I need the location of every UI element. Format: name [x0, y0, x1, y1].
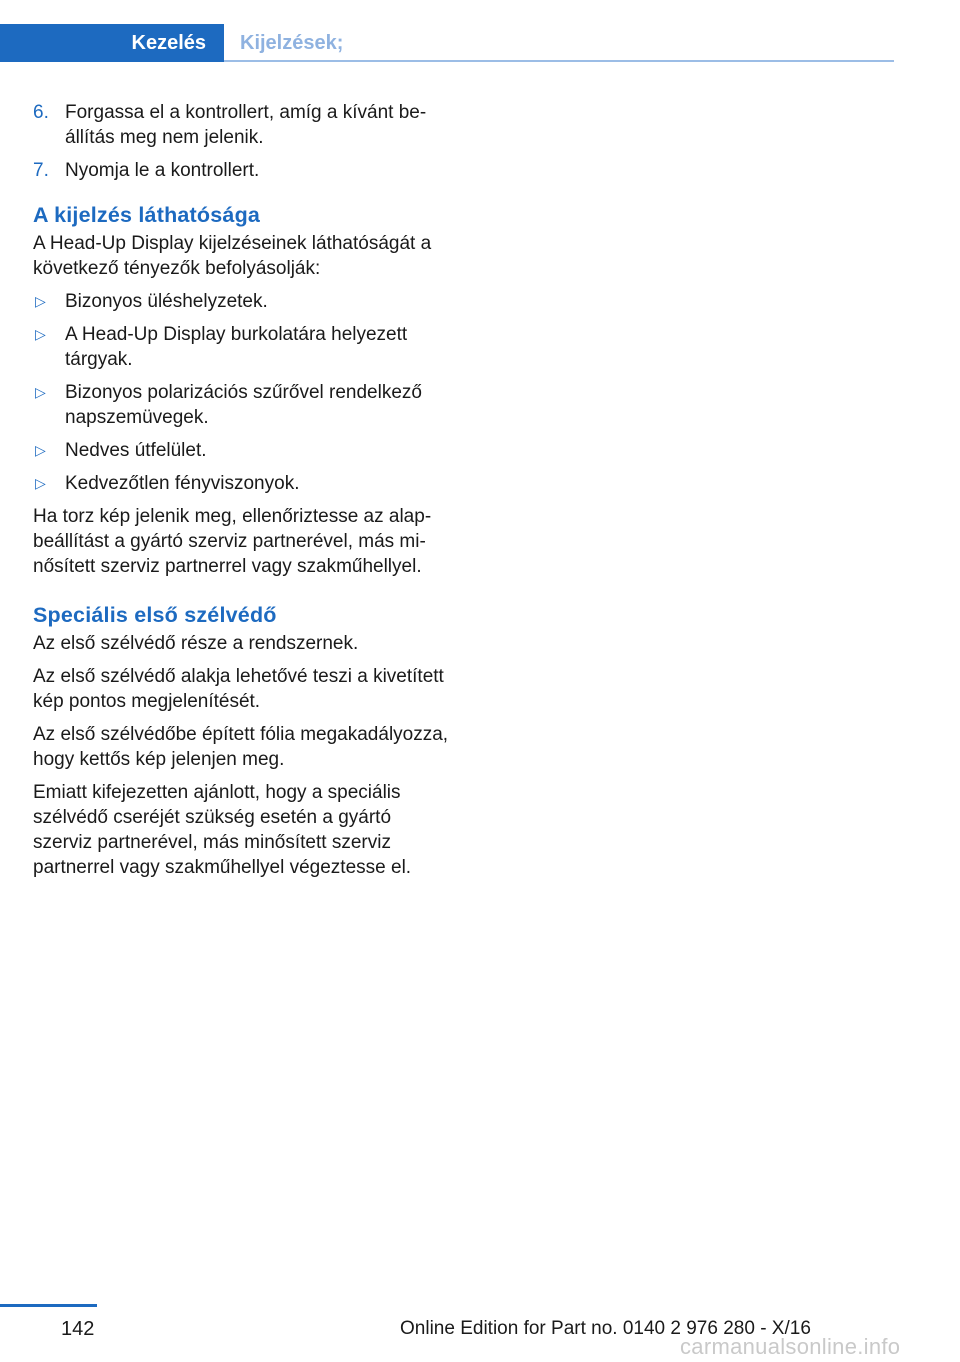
step-number: 7. — [33, 160, 49, 181]
step-item — [33, 158, 453, 183]
main-content — [33, 100, 453, 888]
step-number: 6. — [33, 102, 49, 123]
page-number: 142 — [61, 1318, 95, 1340]
section-tab-inactive: Kijelzések; — [240, 31, 344, 54]
list-item — [33, 438, 453, 463]
triangle-bullet-icon: ▷ — [35, 326, 46, 342]
watermark: carmanualsonline.info — [680, 1334, 901, 1359]
triangle-bullet-icon: ▷ — [35, 475, 46, 491]
list-item — [33, 471, 453, 496]
footer-accent-line — [0, 1304, 97, 1307]
list-item-text: Bizonyos polarizációs szűrővel rendelkező napszemüvegek. — [65, 382, 422, 428]
edition-info: Online Edition for Part no. 0140 2 976 280 - X/16 — [400, 1318, 811, 1339]
step-text: Forgassa el a kontrollert, amíg a kívánt beállítás meg nem jelenik. — [65, 102, 427, 148]
windshield-paragraph: Az első szélvédőbe épített fólia megakadályozza, hogy kettős kép jelenjen meg. — [33, 724, 449, 770]
page-header — [0, 0, 960, 64]
section-heading-visibility: A kijelzés láthatósága — [33, 203, 261, 227]
list-item-text: Nedves útfelület. — [65, 440, 207, 461]
header-divider — [224, 60, 894, 62]
windshield-paragraph: Emiatt kifejezetten ajánlott, hogy a speciális szélvédő cseréjét szükség esetén a gyártó szerviz partnerével, más minősített szerviz partnerrel vagy szakműhellyel végeztesse el. — [33, 782, 412, 878]
list-item-text: A Head-Up Display burkolatára helyezett tárgyak. — [65, 324, 408, 370]
visibility-closing: Ha torz kép jelenik meg, ellenőriztesse az alapbeállítást a gyártó szerviz partnerével, más minősített szerviz partnerrel vagy szakműhellyel. — [33, 506, 432, 577]
list-item-text: Kedvezőtlen fényviszonyok. — [65, 473, 300, 494]
step-text: Nyomja le a kontrollert. — [65, 160, 260, 181]
list-item — [33, 322, 453, 372]
triangle-bullet-icon: ▷ — [35, 384, 46, 400]
triangle-bullet-icon: ▷ — [35, 442, 46, 458]
visibility-intro: A Head-Up Display kijelzéseinek láthatóságát a következő tényezők befolyásolják: — [33, 233, 432, 279]
windshield-paragraph: Az első szélvédő alakja lehetővé teszi a kivetített kép pontos megjelenítését. — [33, 666, 444, 712]
list-item — [33, 380, 453, 430]
triangle-bullet-icon: ▷ — [35, 293, 46, 309]
windshield-paragraph: Az első szélvédő része a rendszernek. — [33, 633, 359, 654]
step-item — [33, 100, 453, 150]
section-heading-windshield: Speciális első szélvédő — [33, 603, 277, 627]
list-item-text: Bizonyos üléshelyzetek. — [65, 291, 268, 312]
list-item — [33, 289, 453, 314]
section-tab-active: Kezelés — [0, 24, 224, 62]
